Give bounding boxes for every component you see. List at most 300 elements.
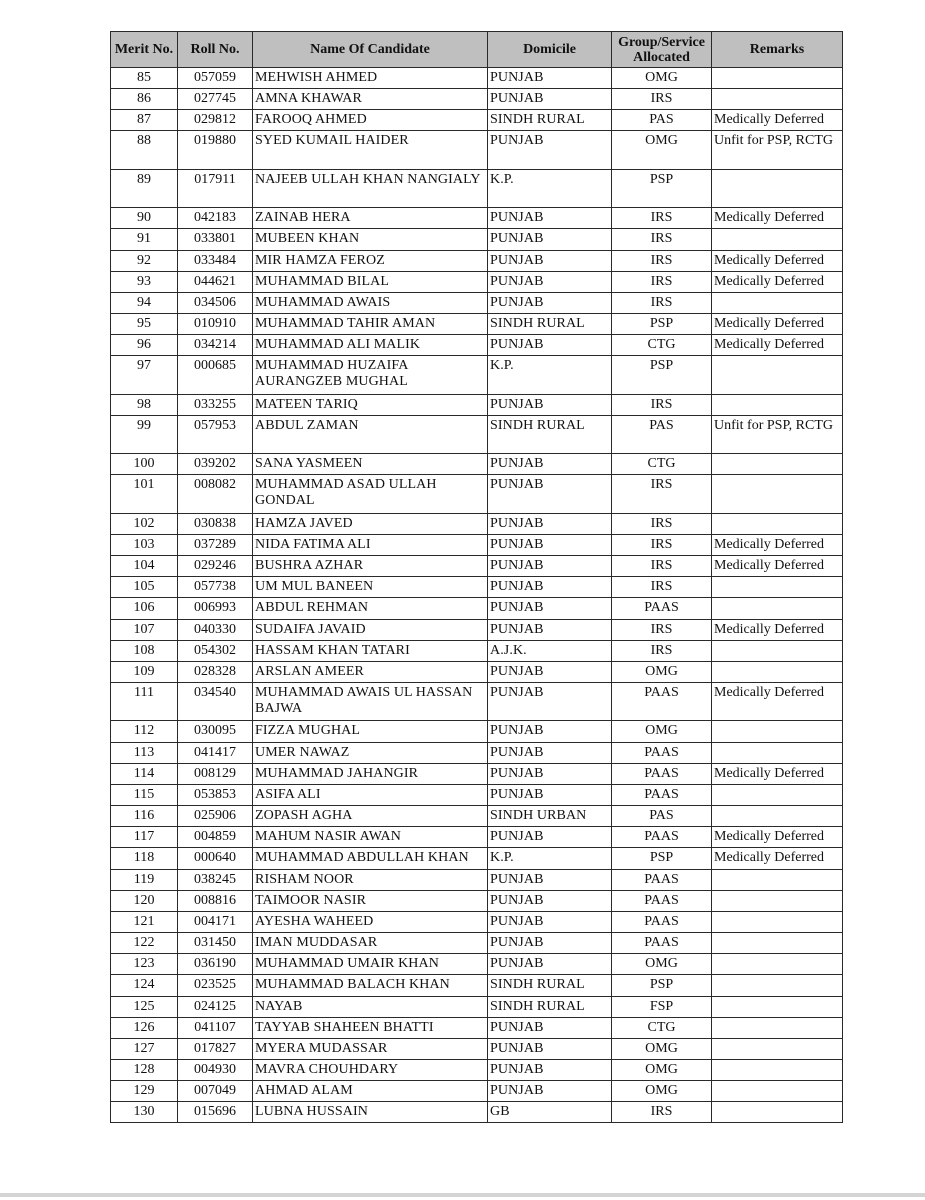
remarks-cell	[712, 640, 843, 661]
domicile-cell: PUNJAB	[488, 683, 612, 721]
merit-no-cell: 87	[111, 110, 178, 131]
group-service-cell: PAS	[612, 806, 712, 827]
table-row	[111, 513, 843, 534]
table-row	[111, 827, 843, 848]
candidate-name-cell: TAYYAB SHAHEEN BHATTI	[253, 1017, 488, 1038]
table-row	[111, 1038, 843, 1059]
candidate-name-cell: SYED KUMAIL HAIDER	[253, 131, 488, 169]
domicile-cell: PUNJAB	[488, 271, 612, 292]
merit-no-cell: 114	[111, 763, 178, 784]
merit-no-cell: 119	[111, 869, 178, 890]
merit-no-cell: 108	[111, 640, 178, 661]
domicile-cell: SINDH RURAL	[488, 110, 612, 131]
group-service-cell: CTG	[612, 454, 712, 475]
domicile-cell: PUNJAB	[488, 763, 612, 784]
candidate-name-cell: MUHAMMAD BALACH KHAN	[253, 975, 488, 996]
domicile-cell: PUNJAB	[488, 933, 612, 954]
remarks-cell	[712, 292, 843, 313]
table-row	[111, 721, 843, 742]
candidate-name-cell: FAROOQ AHMED	[253, 110, 488, 131]
merit-no-cell: 125	[111, 996, 178, 1017]
roll-no-cell: 010910	[178, 314, 253, 335]
candidate-name-cell: AHMAD ALAM	[253, 1081, 488, 1102]
remarks-cell: Medically Deferred	[712, 250, 843, 271]
table-row	[111, 454, 843, 475]
remarks-cell	[712, 1102, 843, 1123]
roll-no-cell: 041107	[178, 1017, 253, 1038]
group-service-cell: IRS	[612, 534, 712, 555]
roll-no-cell: 034214	[178, 335, 253, 356]
roll-no-cell: 034506	[178, 292, 253, 313]
group-service-cell: IRS	[612, 394, 712, 415]
remarks-cell	[712, 454, 843, 475]
merit-no-cell: 122	[111, 933, 178, 954]
group-service-cell: FSP	[612, 996, 712, 1017]
merit-no-cell: 93	[111, 271, 178, 292]
domicile-cell: PUNJAB	[488, 598, 612, 619]
candidate-name-cell: SANA YASMEEN	[253, 454, 488, 475]
table-row	[111, 169, 843, 207]
domicile-cell: PUNJAB	[488, 292, 612, 313]
candidate-name-cell: SUDAIFA JAVAID	[253, 619, 488, 640]
remarks-cell	[712, 68, 843, 89]
table-row	[111, 661, 843, 682]
table-row	[111, 619, 843, 640]
group-service-cell: IRS	[612, 271, 712, 292]
table-row	[111, 975, 843, 996]
group-service-cell: PSP	[612, 314, 712, 335]
remarks-cell: Medically Deferred	[712, 110, 843, 131]
merit-no-cell: 101	[111, 475, 178, 513]
remarks-cell: Medically Deferred	[712, 683, 843, 721]
candidate-name-cell: MIR HAMZA FEROZ	[253, 250, 488, 271]
merit-no-cell: 91	[111, 229, 178, 250]
table-row	[111, 292, 843, 313]
remarks-cell	[712, 975, 843, 996]
candidate-name-cell: LUBNA HUSSAIN	[253, 1102, 488, 1123]
merit-no-cell: 85	[111, 68, 178, 89]
roll-no-cell: 044621	[178, 271, 253, 292]
remarks-cell	[712, 598, 843, 619]
merit-no-cell: 92	[111, 250, 178, 271]
merit-no-cell: 99	[111, 415, 178, 453]
merit-no-cell: 90	[111, 208, 178, 229]
group-service-cell: PAAS	[612, 933, 712, 954]
domicile-cell: PUNJAB	[488, 827, 612, 848]
remarks-cell	[712, 784, 843, 805]
roll-no-cell: 057738	[178, 577, 253, 598]
roll-no-cell: 008129	[178, 763, 253, 784]
table-row	[111, 335, 843, 356]
remarks-cell: Unfit for PSP, RCTG	[712, 131, 843, 169]
merit-no-cell: 96	[111, 335, 178, 356]
merit-no-cell: 118	[111, 848, 178, 869]
roll-no-cell: 033801	[178, 229, 253, 250]
table-row	[111, 763, 843, 784]
group-service-cell: OMG	[612, 954, 712, 975]
table-row	[111, 314, 843, 335]
table-row	[111, 577, 843, 598]
table-row	[111, 394, 843, 415]
roll-no-cell: 033484	[178, 250, 253, 271]
merit-list-table	[110, 31, 843, 1123]
table-row	[111, 869, 843, 890]
group-service-cell: OMG	[612, 68, 712, 89]
remarks-cell	[712, 513, 843, 534]
remarks-cell: Medically Deferred	[712, 619, 843, 640]
header-candidate-name: Name Of Candidate	[253, 32, 488, 68]
remarks-cell	[712, 1081, 843, 1102]
remarks-cell	[712, 475, 843, 513]
table-row	[111, 208, 843, 229]
candidate-name-cell: AYESHA WAHEED	[253, 911, 488, 932]
merit-no-cell: 102	[111, 513, 178, 534]
group-service-cell: PAAS	[612, 890, 712, 911]
roll-no-cell: 034540	[178, 683, 253, 721]
remarks-cell	[712, 356, 843, 394]
domicile-cell: PUNJAB	[488, 661, 612, 682]
group-service-cell: IRS	[612, 556, 712, 577]
table-row	[111, 742, 843, 763]
roll-no-cell: 033255	[178, 394, 253, 415]
domicile-cell: PUNJAB	[488, 335, 612, 356]
candidate-name-cell: ABDUL REHMAN	[253, 598, 488, 619]
roll-no-cell: 037289	[178, 534, 253, 555]
group-service-cell: OMG	[612, 661, 712, 682]
candidate-name-cell: HAMZA JAVED	[253, 513, 488, 534]
roll-no-cell: 006993	[178, 598, 253, 619]
table-row	[111, 911, 843, 932]
table-row	[111, 1081, 843, 1102]
roll-no-cell: 030095	[178, 721, 253, 742]
group-service-cell: IRS	[612, 208, 712, 229]
candidate-name-cell: MUHAMMAD ASAD ULLAH GONDAL	[253, 475, 488, 513]
roll-no-cell: 000685	[178, 356, 253, 394]
domicile-cell: PUNJAB	[488, 513, 612, 534]
merit-no-cell: 89	[111, 169, 178, 207]
remarks-cell	[712, 661, 843, 682]
candidate-name-cell: ZAINAB HERA	[253, 208, 488, 229]
merit-no-cell: 88	[111, 131, 178, 169]
domicile-cell: PUNJAB	[488, 1038, 612, 1059]
roll-no-cell: 027745	[178, 89, 253, 110]
domicile-cell: PUNJAB	[488, 131, 612, 169]
roll-no-cell: 004171	[178, 911, 253, 932]
group-service-cell: OMG	[612, 1059, 712, 1080]
remarks-cell: Medically Deferred	[712, 314, 843, 335]
candidate-name-cell: MAVRA CHOUHDARY	[253, 1059, 488, 1080]
page-bottom-divider	[0, 1193, 925, 1197]
remarks-cell	[712, 577, 843, 598]
candidate-name-cell: MUHAMMAD JAHANGIR	[253, 763, 488, 784]
group-service-cell: PAAS	[612, 869, 712, 890]
candidate-name-cell: MAHUM NASIR AWAN	[253, 827, 488, 848]
candidate-name-cell: MUHAMMAD AWAIS	[253, 292, 488, 313]
merit-no-cell: 112	[111, 721, 178, 742]
merit-no-cell: 95	[111, 314, 178, 335]
domicile-cell: PUNJAB	[488, 68, 612, 89]
remarks-cell	[712, 806, 843, 827]
remarks-cell	[712, 890, 843, 911]
group-service-cell: PAAS	[612, 683, 712, 721]
remarks-cell	[712, 869, 843, 890]
roll-no-cell: 057059	[178, 68, 253, 89]
domicile-cell: PUNJAB	[488, 784, 612, 805]
remarks-cell	[712, 954, 843, 975]
candidate-name-cell: UM MUL BANEEN	[253, 577, 488, 598]
group-service-cell: PSP	[612, 356, 712, 394]
header-group-service: Group/Service Allocated	[612, 32, 712, 68]
group-service-cell: IRS	[612, 229, 712, 250]
group-service-cell: IRS	[612, 250, 712, 271]
group-service-cell: IRS	[612, 513, 712, 534]
domicile-cell: K.P.	[488, 169, 612, 207]
domicile-cell: PUNJAB	[488, 954, 612, 975]
domicile-cell: PUNJAB	[488, 454, 612, 475]
merit-no-cell: 128	[111, 1059, 178, 1080]
group-service-cell: PSP	[612, 848, 712, 869]
merit-no-cell: 127	[111, 1038, 178, 1059]
table-row	[111, 640, 843, 661]
domicile-cell: PUNJAB	[488, 577, 612, 598]
roll-no-cell: 057953	[178, 415, 253, 453]
table-row	[111, 110, 843, 131]
candidate-name-cell: TAIMOOR NASIR	[253, 890, 488, 911]
domicile-cell: PUNJAB	[488, 394, 612, 415]
domicile-cell: PUNJAB	[488, 890, 612, 911]
table-row	[111, 933, 843, 954]
table-row	[111, 784, 843, 805]
candidate-name-cell: MYERA MUDASSAR	[253, 1038, 488, 1059]
merit-no-cell: 121	[111, 911, 178, 932]
candidate-name-cell: FIZZA MUGHAL	[253, 721, 488, 742]
roll-no-cell: 041417	[178, 742, 253, 763]
roll-no-cell: 019880	[178, 131, 253, 169]
table-row	[111, 996, 843, 1017]
header-remarks: Remarks	[712, 32, 843, 68]
roll-no-cell: 038245	[178, 869, 253, 890]
remarks-cell	[712, 229, 843, 250]
domicile-cell: PUNJAB	[488, 250, 612, 271]
remarks-cell: Medically Deferred	[712, 848, 843, 869]
merit-no-cell: 104	[111, 556, 178, 577]
header-domicile: Domicile	[488, 32, 612, 68]
roll-no-cell: 000640	[178, 848, 253, 869]
group-service-cell: PAAS	[612, 784, 712, 805]
roll-no-cell: 015696	[178, 1102, 253, 1123]
remarks-cell	[712, 1038, 843, 1059]
candidate-name-cell: MUHAMMAD HUZAIFA AURANGZEB MUGHAL	[253, 356, 488, 394]
table-row	[111, 415, 843, 453]
merit-no-cell: 113	[111, 742, 178, 763]
roll-no-cell: 036190	[178, 954, 253, 975]
candidate-name-cell: NIDA FATIMA ALI	[253, 534, 488, 555]
remarks-cell: Medically Deferred	[712, 335, 843, 356]
roll-no-cell: 008082	[178, 475, 253, 513]
group-service-cell: PAAS	[612, 827, 712, 848]
domicile-cell: PUNJAB	[488, 208, 612, 229]
domicile-cell: PUNJAB	[488, 1081, 612, 1102]
candidate-name-cell: ARSLAN AMEER	[253, 661, 488, 682]
remarks-cell: Unfit for PSP, RCTG	[712, 415, 843, 453]
table-row	[111, 356, 843, 394]
merit-no-cell: 126	[111, 1017, 178, 1038]
group-service-cell: IRS	[612, 292, 712, 313]
domicile-cell: PUNJAB	[488, 721, 612, 742]
group-service-cell: IRS	[612, 89, 712, 110]
table-row	[111, 890, 843, 911]
candidate-name-cell: IMAN MUDDASAR	[253, 933, 488, 954]
remarks-cell: Medically Deferred	[712, 763, 843, 784]
remarks-cell	[712, 169, 843, 207]
table-row	[111, 475, 843, 513]
domicile-cell: PUNJAB	[488, 742, 612, 763]
remarks-cell	[712, 721, 843, 742]
remarks-cell: Medically Deferred	[712, 208, 843, 229]
domicile-cell: PUNJAB	[488, 911, 612, 932]
remarks-cell	[712, 394, 843, 415]
remarks-cell	[712, 996, 843, 1017]
candidate-name-cell: BUSHRA AZHAR	[253, 556, 488, 577]
candidate-name-cell: ZOPASH AGHA	[253, 806, 488, 827]
group-service-cell: PAS	[612, 110, 712, 131]
candidate-name-cell: NAJEEB ULLAH KHAN NANGIALY	[253, 169, 488, 207]
domicile-cell: GB	[488, 1102, 612, 1123]
domicile-cell: SINDH URBAN	[488, 806, 612, 827]
table-row	[111, 848, 843, 869]
group-service-cell: PAAS	[612, 598, 712, 619]
group-service-cell: OMG	[612, 1038, 712, 1059]
table-row	[111, 1059, 843, 1080]
group-service-cell: CTG	[612, 335, 712, 356]
group-service-cell: PAAS	[612, 742, 712, 763]
merit-no-cell: 124	[111, 975, 178, 996]
candidate-name-cell: UMER NAWAZ	[253, 742, 488, 763]
domicile-cell: PUNJAB	[488, 1059, 612, 1080]
table-row	[111, 89, 843, 110]
roll-no-cell: 030838	[178, 513, 253, 534]
table-row	[111, 1102, 843, 1123]
header-roll-no: Roll No.	[178, 32, 253, 68]
merit-no-cell: 100	[111, 454, 178, 475]
domicile-cell: SINDH RURAL	[488, 996, 612, 1017]
merit-no-cell: 111	[111, 683, 178, 721]
roll-no-cell: 039202	[178, 454, 253, 475]
table-row	[111, 1017, 843, 1038]
roll-no-cell: 029246	[178, 556, 253, 577]
roll-no-cell: 008816	[178, 890, 253, 911]
domicile-cell: PUNJAB	[488, 534, 612, 555]
merit-no-cell: 120	[111, 890, 178, 911]
roll-no-cell: 053853	[178, 784, 253, 805]
domicile-cell: K.P.	[488, 356, 612, 394]
merit-no-cell: 106	[111, 598, 178, 619]
roll-no-cell: 042183	[178, 208, 253, 229]
roll-no-cell: 007049	[178, 1081, 253, 1102]
merit-no-cell: 130	[111, 1102, 178, 1123]
table-row	[111, 683, 843, 721]
merit-no-cell: 97	[111, 356, 178, 394]
merit-no-cell: 105	[111, 577, 178, 598]
merit-no-cell: 117	[111, 827, 178, 848]
merit-no-cell: 123	[111, 954, 178, 975]
remarks-cell: Medically Deferred	[712, 271, 843, 292]
candidate-name-cell: MUHAMMAD AWAIS UL HASSAN BAJWA	[253, 683, 488, 721]
group-service-cell: PAS	[612, 415, 712, 453]
group-service-cell: PAAS	[612, 911, 712, 932]
domicile-cell: PUNJAB	[488, 1017, 612, 1038]
roll-no-cell: 024125	[178, 996, 253, 1017]
remarks-cell	[712, 742, 843, 763]
remarks-cell	[712, 911, 843, 932]
remarks-cell	[712, 1017, 843, 1038]
domicile-cell: A.J.K.	[488, 640, 612, 661]
candidate-name-cell: RISHAM NOOR	[253, 869, 488, 890]
candidate-name-cell: MUHAMMAD UMAIR KHAN	[253, 954, 488, 975]
table-row	[111, 806, 843, 827]
domicile-cell: K.P.	[488, 848, 612, 869]
group-service-cell: PSP	[612, 975, 712, 996]
merit-no-cell: 94	[111, 292, 178, 313]
remarks-cell: Medically Deferred	[712, 556, 843, 577]
domicile-cell: PUNJAB	[488, 475, 612, 513]
remarks-cell	[712, 933, 843, 954]
roll-no-cell: 040330	[178, 619, 253, 640]
roll-no-cell: 025906	[178, 806, 253, 827]
candidate-name-cell: NAYAB	[253, 996, 488, 1017]
roll-no-cell: 028328	[178, 661, 253, 682]
merit-no-cell: 107	[111, 619, 178, 640]
table-row	[111, 68, 843, 89]
table-row	[111, 556, 843, 577]
roll-no-cell: 023525	[178, 975, 253, 996]
candidate-name-cell: MUHAMMAD ABDULLAH KHAN	[253, 848, 488, 869]
candidate-name-cell: MEHWISH AHMED	[253, 68, 488, 89]
merit-no-cell: 86	[111, 89, 178, 110]
candidate-name-cell: MUHAMMAD TAHIR AMAN	[253, 314, 488, 335]
table-row	[111, 954, 843, 975]
roll-no-cell: 029812	[178, 110, 253, 131]
roll-no-cell: 017827	[178, 1038, 253, 1059]
group-service-cell: OMG	[612, 1081, 712, 1102]
domicile-cell: SINDH RURAL	[488, 415, 612, 453]
roll-no-cell: 017911	[178, 169, 253, 207]
group-service-cell: OMG	[612, 721, 712, 742]
candidate-name-cell: MATEEN TARIQ	[253, 394, 488, 415]
table-row	[111, 271, 843, 292]
roll-no-cell: 004930	[178, 1059, 253, 1080]
group-service-cell: PSP	[612, 169, 712, 207]
domicile-cell: PUNJAB	[488, 556, 612, 577]
group-service-cell: IRS	[612, 1102, 712, 1123]
table-row	[111, 229, 843, 250]
merit-no-cell: 109	[111, 661, 178, 682]
table-row	[111, 598, 843, 619]
table-row	[111, 131, 843, 169]
merit-no-cell: 103	[111, 534, 178, 555]
remarks-cell: Medically Deferred	[712, 534, 843, 555]
domicile-cell: SINDH RURAL	[488, 314, 612, 335]
candidate-name-cell: AMNA KHAWAR	[253, 89, 488, 110]
header-row	[111, 32, 843, 68]
domicile-cell: PUNJAB	[488, 869, 612, 890]
merit-no-cell: 115	[111, 784, 178, 805]
group-service-cell: OMG	[612, 131, 712, 169]
remarks-cell: Medically Deferred	[712, 827, 843, 848]
table-row	[111, 250, 843, 271]
merit-no-cell: 129	[111, 1081, 178, 1102]
merit-no-cell: 98	[111, 394, 178, 415]
